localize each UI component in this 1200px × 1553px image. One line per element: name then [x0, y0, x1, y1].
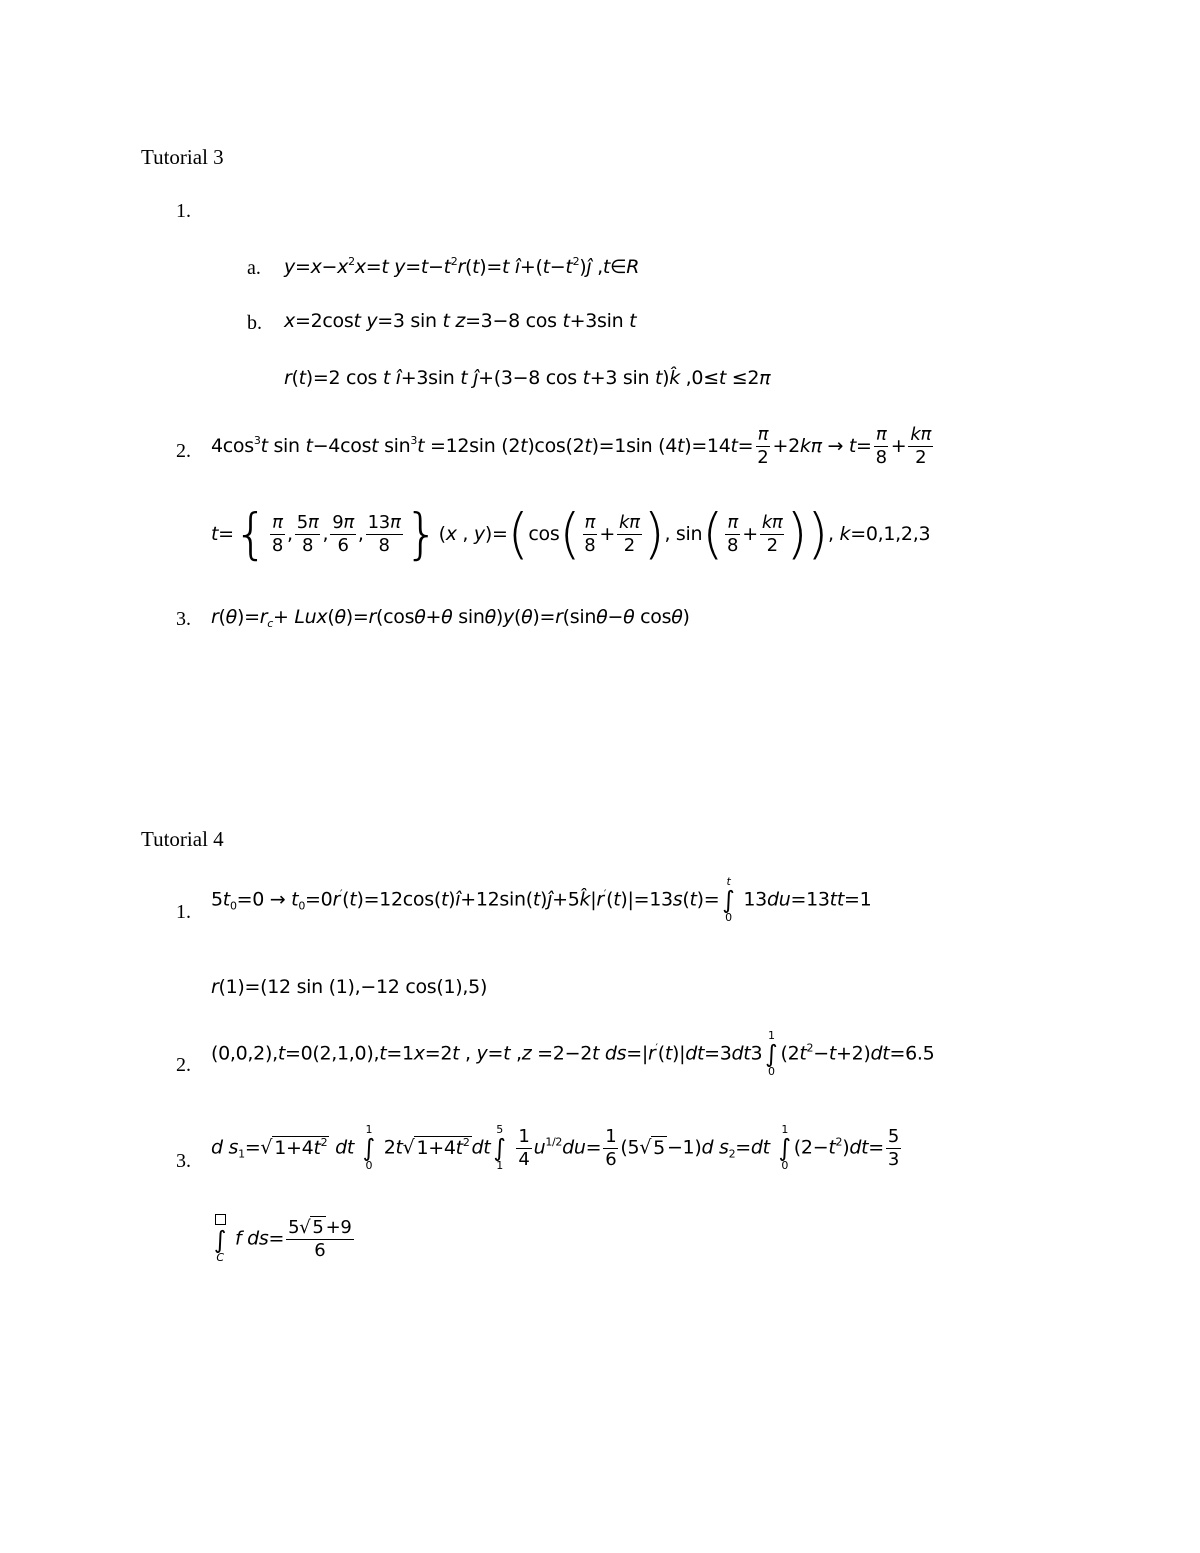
t3-q2-number: 2.: [176, 440, 191, 462]
t4-q1-number: 1.: [176, 901, 191, 923]
t3-q2-equation-line2: t={ $\frac{\pi}{8}$ , $\frac{5\pi}{8}$ , $\frac{9\pi}{6}$ , $\frac{13\pi}{8}$ }(x , y)=(cos( $\frac{\pi}{8}$ + $\frac{k\pi}{2}$ ), sin( $\frac{\pi}{8}$ + $\frac{k\pi}{2}$ )), k=0,1,2,3: [211, 502, 931, 566]
t4-q2-equation: (0,0,2),t=0(2,1,0),t=1x=2t , y=t ,z =2−2t ds=|r′(t)|dt=3dt3 1 ∫ 0 $(2t^2-t+2)dt=6.5$: [211, 1029, 935, 1078]
tutorial-4-heading: Tutorial 4: [141, 827, 224, 851]
t4-q1-equation-line1: $5t_0=0$ → $t_0=0r'(t)=12\cos(t)î+12\sin(t)ĵ+5k̂|r'(t)|=13s(t)=$ t ∫ 0 13du=13tt=1: [211, 875, 872, 924]
t4-q1-equation-line2: r(1)=(12 sin (1),−12 cos(1),5): [211, 976, 488, 998]
t4-q2-number: 2.: [176, 1054, 191, 1076]
t4-q3-number: 3.: [176, 1150, 191, 1172]
t3-q3-number: 3.: [176, 608, 191, 630]
t4-q3-equation-line2: ∫ C f ds= $\frac{5√ 5 +9}{6}$: [211, 1214, 356, 1264]
t3-q1b-label: b.: [247, 312, 262, 334]
t3-q3-equation: $r(\theta)=r_c+ Lux(\theta)=r(\cos\theta+\theta$ sinθ)y(θ)=r(sinθ−θ cosθ): [211, 606, 690, 630]
t3-q1b-equation-line2: r(t)=2 cos t î+3sin t ĵ+(3−8 cos t+3 sin t)k̂ ,0≤t ≤2π: [284, 367, 771, 389]
t3-q1b-equation-line1: x=2cost y=3 sin t z=3−8 cos t+3sin t: [284, 310, 637, 332]
t3-q1-number: 1.: [176, 200, 191, 222]
t4-q3-equation-line1: d $s_1=√$ $1+4t^2$ dt 1 ∫ 0 2t√ $1+4t^2$ dt 5 ∫ 1 $\frac{1}{4}$ $u^{1/2}du=$ $\frac{1}{6}$ (5√ 5 −1)d $s_2=dt$ 1 ∫ 0 $(2-t^2)dt=$ $\frac{5}{3}$: [211, 1123, 900, 1172]
tutorial-3-heading: Tutorial 3: [141, 145, 224, 169]
t3-q1a-label: a.: [247, 257, 261, 279]
t3-q2-equation-line1: $4\cos^3t$ sin t−4cost $\sin^3t =12\sin$ (2t)cos(2t)=1sin (4t)=14t= $\frac{\pi}{2}$ +2kπ → t= $\frac{\pi}{8}$ + $\frac{k\pi}{2}$: [211, 424, 932, 468]
t3-q1a-equation: $y=x-x^2x=t$ $y=t-t^2r(t)=t$ $î+(t-t^2)ĵ$ ,t∈R: [284, 255, 640, 278]
